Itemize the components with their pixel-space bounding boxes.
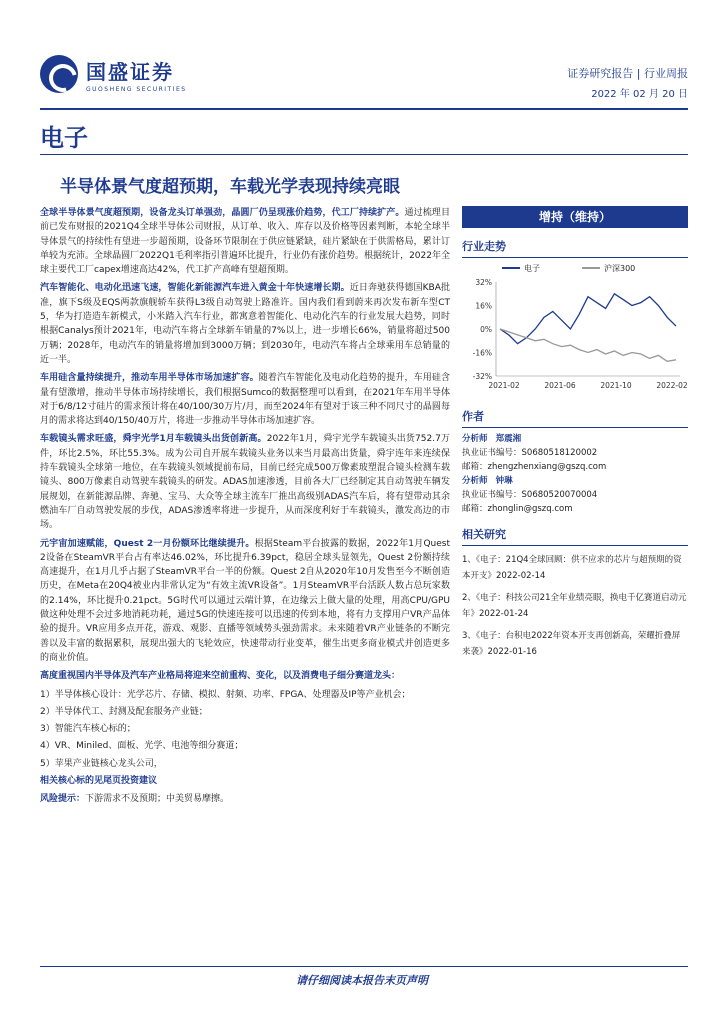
y-tick-label: -16% [472,348,492,358]
related-report[interactable]: 2、《电子：科技公司21全年业绩亮眼，换电千亿赛道启动元年》2022-01-24 [462,593,687,619]
paragraph: 汽车智能化、电动化迅速飞速，智能化新能源汽车进入黄金十年快速增长期。近日奔驰获得德国KBA批准，旗下S级及EQS两款旗舰轿车获得L3级自动驾驶上路准许。国内我们看到蔚来再次发布新车型CT 5，华为打造造车新模式，小米踏入汽车行业，都寓意着智能化、电动化汽车的行业发展大趋势，同时根据Canalys预计2021年，电动汽车将占全球新车销量的7%以上，进一步增长66%，销量将超过500万辆；2028年，电动汽车的销量将增加到3000万辆；到2030年，电动汽车将占全球乘用车总销量的近一半。 [40,283,450,365]
doc-type: 证券研究报告 | 行业周报 [567,67,688,80]
email-label: 邮箱： [462,462,488,472]
y-tick-label: 32% [475,278,492,287]
logo-cn: 国盛证券 [86,59,174,84]
paragraph: 车载镜头需求旺盛，舜宇光学1月车载镜头出货创新高。2022年1月，舜宇光学车载镜头出货752.7万件，环比2.5%，环比55.3%。成为公司自开展车载镜头业务以来当月最高出货量，舜宇连年来连续保持车载镜头全球第一地位，在车载镜头领域提前布局，目前已经完成500万像素玻塑混合镜头检测车载镜头、800万像素自动驾驶车载镜头的研发。ADAS加速渗透，目前各大厂已经制定其自动驾驶车辆发展规划，在新能源品牌、奔驰、宝马、大众等全球主流车厂推出高级别ADAS汽车后，将有望带动其余燃油车厂自动驾驶发展的步伐，ADAS渗透率将进一步提升，从而深度利好于车载镜头，激发高边的市场。 [40,434,450,531]
related-report[interactable]: 1、《电子：21Q4全球回顾：供不应求的芯片与超预期的资本开支》2022-02-14 [462,555,682,581]
focus-item: 4）VR、Miniled、面板、光学、电池等细分赛道； [40,741,244,752]
series-line-electronics [500,294,676,344]
trend-title: 行业走势 [462,238,688,258]
header-rule [40,108,688,110]
author-block [462,432,688,516]
x-tick-label: 2022-02 [656,381,688,390]
author-name: 郑震湘 [495,434,522,444]
trend-chart-svg [462,258,688,398]
report-header [40,55,688,105]
author-email[interactable]: zhonglin@gszq.com [487,504,573,514]
author-name: 钟琳 [495,476,513,486]
focus-item: 3）智能汽车核心标的； [40,724,136,735]
y-tick-label: -32% [472,372,492,381]
legend-label: 沪深300 [604,264,636,273]
footer-rule [40,966,688,967]
report-date: 2022 年 02 月 20 日 [591,89,688,100]
title-rule [40,154,688,155]
paragraph: 全球半导体景气度超预期，设备龙头订单强劲，晶圆厂仍呈现涨价趋势，代工厂持续扩产。通过梳理目前已发布财报的2021Q4全球半导体公司财报，从订单、收入、库存以及价格等因素判断，本轮全球半导体景气的持续性有望进一步超预期，设备环节限制在于供应链紧缺，硅片紧缺在于供需格局，累计订单较为充沛。全球晶圆厂2022Q1毛利率指引普遍环比提升，行业仍有涨价趋势。根据统计，2022年全球主要代工厂capex增速高达42%，代工扩产高峰有望超预期。 [40,208,450,276]
sidebar [462,206,688,660]
x-tick-label: 2021-06 [544,381,576,390]
main-content [40,206,450,811]
focus-lead: 高度重视国内半导体及汽车产业格局将迎来空前重构、变化，以及消费电子细分赛道龙头： [40,671,401,682]
risk-note: 风险提示：下游需求不及预期；中美贸易摩擦。 [40,794,230,805]
related-stocks-note: 相关核心标的见尾页投资建议 [40,775,158,786]
paragraph: 车用硅含量持续提升，推动车用半导体市场加速扩容。随着汽车智能化及电动化趋势的提升，车用硅含量有望激增，推动半导体市场持续增长，我们根据Sumco的数据整理可以看到，在2021年车用半导体对于6/8/12寸硅片的需求预计将在40/100/30万片/月，而至2024年有望对于该三种不同尺寸的晶圆每月的需求将达到40/150/40万片，将进一步推动半导体市场加速扩容。 [40,373,450,427]
paragraph: 元宇宙加速赋能，Quest 2一月份额环比继续提升。根据Steam平台披露的数据，2022年1月Quest 2设备在SteamVR平台占有率达46.02%，环比提升6.39pct，稳居全球头显领先，Quest 2份额持续高速提升，在1月几乎占据了SteamVR平台一半的份额。Quest 2自从2020年10月发售至今不断创造历史，在Meta在20Q4被业内非常认定为“有效主流VR设备”。1月SteamVR平台活跃人数占总玩家数的2.14%，环比提升0.21pct。5G时代可以通过云端计算，在边缘云上做大量的处理，用高CPU/GPU做这种处理不会过多地消耗功耗，通过5G的快速连接可以迅速的传到本地，将有力支撑用户VR产品体验的提升。VR应用多点开花，游戏、观影、直播等领域势头强劲需求。未来随着VR产业链条的不断完善以及丰富的数据累积，展现出强大的飞轮效应，快速带动行业变革，催生出更多商业模式并创造更多的商业价值。 [40,538,450,663]
focus-item: 2）半导体代工、封测及配套服务产业链； [40,706,208,717]
x-tick-label: 2021-02 [488,381,520,390]
y-tick-label: 16% [475,301,492,311]
cert-label: 执业证书编号： [462,448,522,458]
trend-chart [462,258,688,398]
y-tick-label: 0% [480,325,492,334]
email-label: 邮箱： [462,504,488,514]
industry-name: 电子 [40,124,88,152]
author-title: 作者 [462,408,688,428]
report-title: 半导体景气度超预期，车载光学表现持续亮眼 [60,177,400,197]
series-line-csi300 [500,329,676,361]
legend-label: 电子 [524,264,540,273]
x-tick-label: 2021-10 [600,381,632,390]
author-role: 分析师 [462,476,488,486]
author-role: 分析师 [462,434,488,444]
logo-en: GUOSHENG SECURITIES [86,85,187,93]
logo-mark-icon [40,55,78,93]
focus-item: 1）半导体核心设计：光学芯片、存储、模拟、射频、功率、FPGA、处理器及IP等产业机会； [40,689,411,700]
company-logo [40,55,187,93]
related-title: 相关研究 [462,526,688,546]
rating-badge: 增持（维持） [462,206,688,228]
cert-label: 执业证书编号： [462,490,522,500]
author-email[interactable]: zhengzhenxiang@gszq.com [487,462,607,472]
footer-disclaimer: 请仔细阅读本报告末页声明 [296,974,428,987]
focus-item: 5）苹果产业链核心龙头公司， [40,758,163,769]
related-report[interactable]: 3、《电子：台积电2022年资本开支再创新高，荣耀折叠屏来袭》2022-01-16 [462,631,681,657]
author-cert: S0680518120002 [521,448,598,458]
author-cert: S0680520070004 [521,490,598,500]
